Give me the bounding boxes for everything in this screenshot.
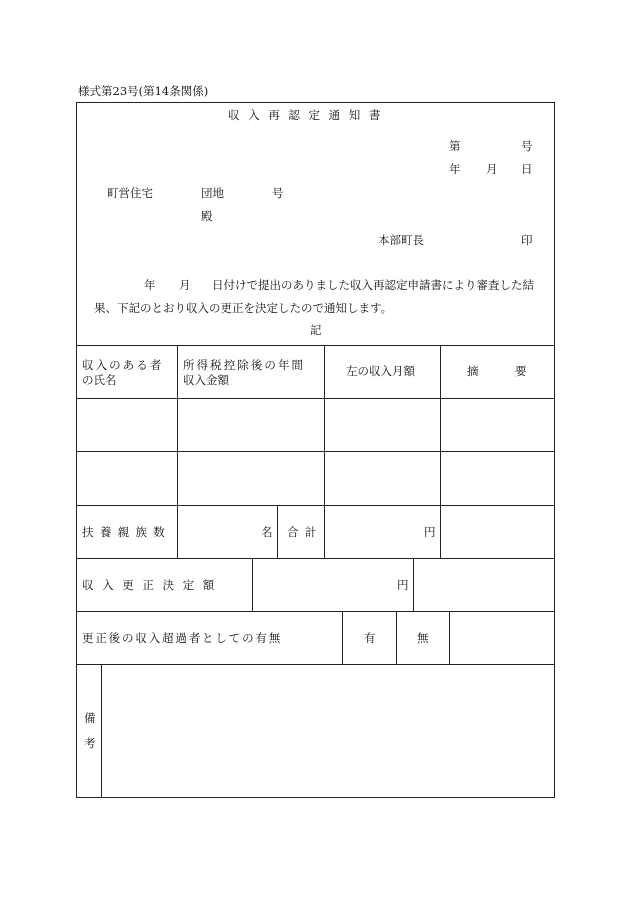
row-line (76, 505, 555, 506)
date-day: 日 (521, 162, 533, 176)
ki-mark: 記 (310, 323, 322, 337)
number-suffix: 号 (521, 139, 533, 153)
seal-mark: 印 (521, 233, 533, 247)
row-line (76, 558, 555, 559)
col-line (324, 345, 325, 558)
body-month: 月 (179, 278, 191, 292)
col-line (440, 345, 441, 558)
form-title: 収入再認定通知書 (228, 108, 389, 122)
remarks-label-a: 備 (84, 711, 96, 725)
col-line (177, 345, 178, 558)
decision-yen: 円 (397, 578, 409, 592)
excess-label: 更正後の収入超過者としての有無 (82, 631, 283, 645)
col1-header-line1: 収入のある者 (82, 358, 164, 372)
housing-label: 町営住宅 (107, 186, 153, 200)
col-line (252, 558, 253, 611)
col4-header-a: 摘 (467, 364, 479, 378)
issuer: 本部町長 (378, 233, 424, 247)
date-month: 月 (486, 162, 498, 176)
col-line (449, 611, 450, 664)
col-line (101, 664, 102, 798)
col2-header-line1: 所得税控除後の年間 (183, 358, 306, 372)
form-number: 様式第23号(第14条関係) (78, 84, 209, 98)
total-yen: 円 (424, 525, 436, 539)
excess-yes: 有 (364, 631, 376, 645)
col1-header-line2: の氏名 (82, 373, 117, 387)
decision-label: 収入更正決定額 (82, 578, 223, 592)
unit-label: 号 (272, 186, 284, 200)
body-year: 年 (144, 278, 156, 292)
col2-header-line2: 収入金額 (183, 373, 229, 387)
row-line (76, 451, 555, 452)
col-line (342, 611, 343, 664)
col-line (413, 558, 414, 611)
complex-label: 団地 (201, 186, 224, 200)
date-year: 年 (449, 162, 461, 176)
body-line-1: 日付けで提出のありました収入再認定申請書により審査した結 (212, 278, 534, 292)
dependents-unit: 名 (261, 525, 273, 539)
remarks-label-b: 考 (84, 736, 96, 750)
form-frame (76, 102, 555, 798)
row-line (76, 398, 555, 399)
col3-header: 左の収入月額 (346, 364, 415, 378)
row-line (76, 345, 555, 346)
col-line (277, 505, 278, 558)
row-line (76, 611, 555, 612)
col-line (396, 611, 397, 664)
col4-header-b: 要 (515, 364, 527, 378)
number-prefix: 第 (449, 139, 461, 153)
row-line (76, 664, 555, 665)
excess-no: 無 (417, 631, 429, 645)
honorific: 殿 (201, 209, 213, 223)
total-label: 合計 (287, 525, 323, 539)
dependents-label: 扶養親族数 (82, 525, 172, 539)
body-line-2: 果、下記のとおり収入の更正を決定したので通知します。 (94, 301, 393, 315)
